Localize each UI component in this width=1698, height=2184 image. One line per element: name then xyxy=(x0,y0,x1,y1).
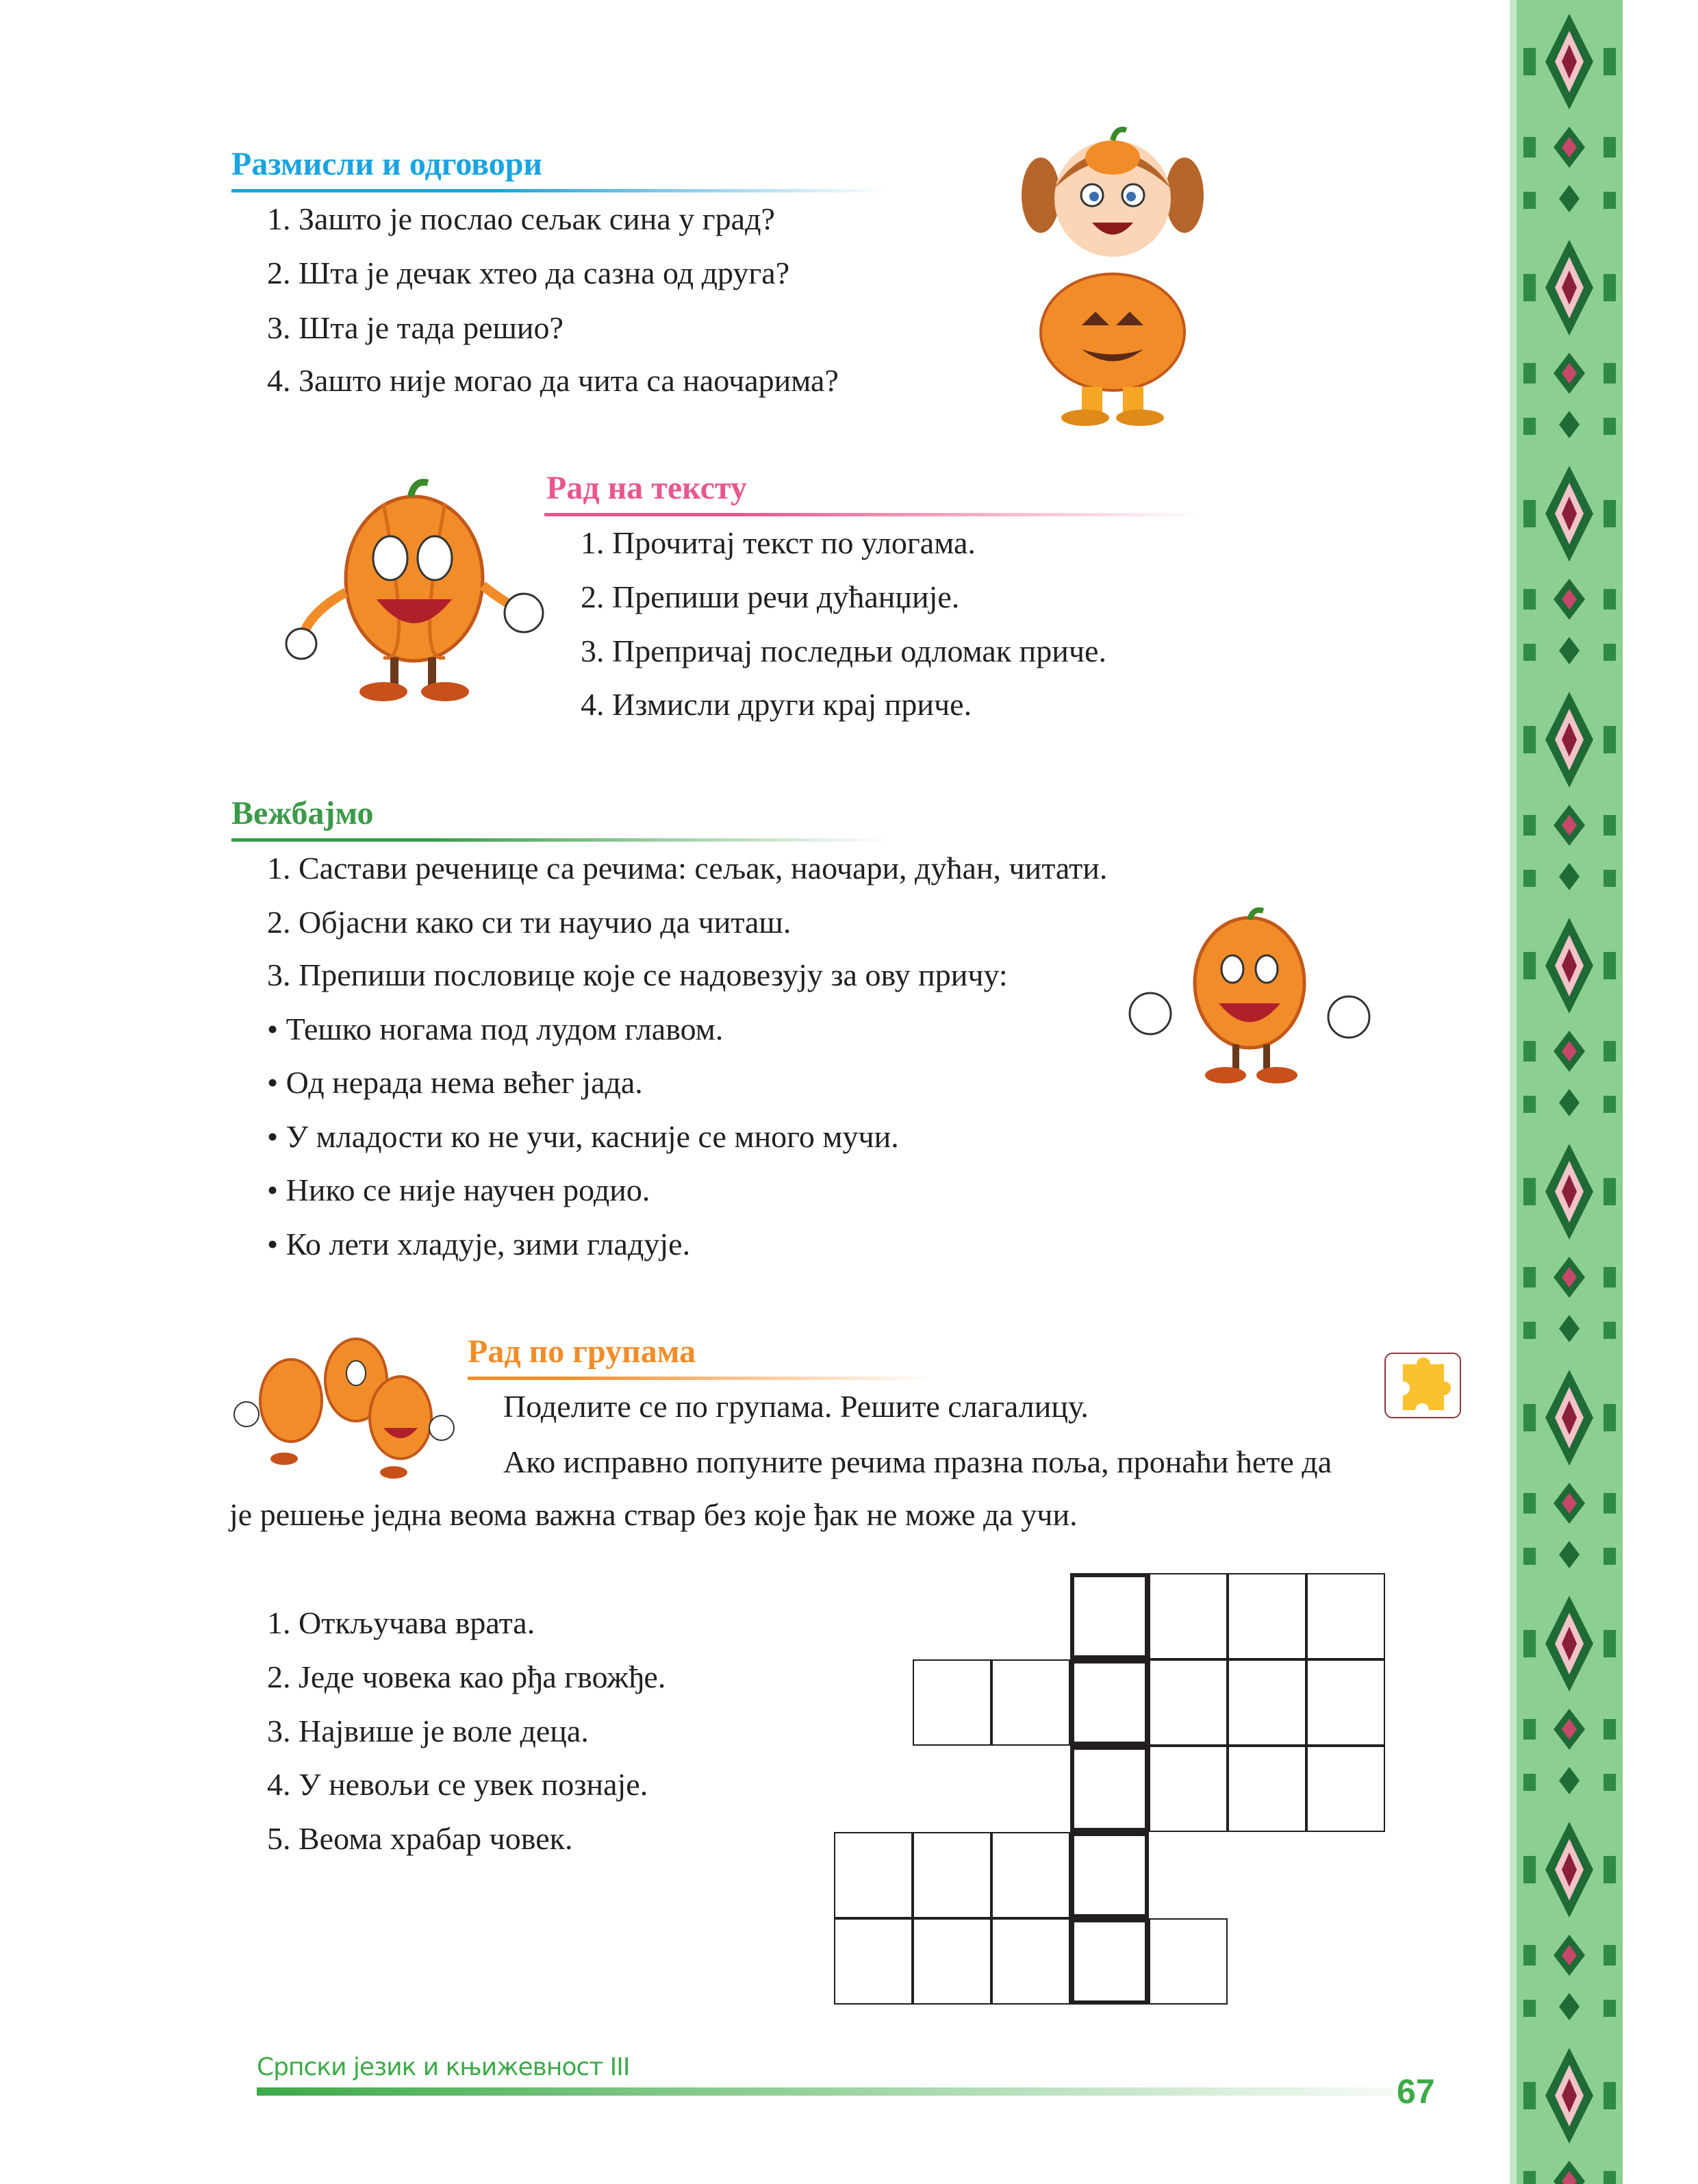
task-item: 1. Прочитај текст по улогама. xyxy=(581,525,976,560)
pumpkin-group-illustration xyxy=(229,1332,469,1483)
crossword-clue: 3. Највише је воле деца. xyxy=(267,1714,589,1748)
title-underline xyxy=(231,838,889,842)
crossword-cell[interactable] xyxy=(1306,1659,1385,1746)
crossword-cell[interactable] xyxy=(913,1918,991,2005)
folk-pattern-icon xyxy=(1517,0,1623,2184)
title-underline xyxy=(468,1377,933,1380)
crossword-cell[interactable] xyxy=(834,1918,913,2005)
group-instruction: Поделите се по групама. Решите слагалицу. xyxy=(503,1389,1089,1424)
crossword-cell[interactable] xyxy=(913,1832,991,1918)
crossword-cell[interactable] xyxy=(913,1659,991,1746)
question-item: 3. Шта је тада решио? xyxy=(267,310,563,345)
crossword-solution-cell[interactable] xyxy=(1070,1832,1149,1918)
footer-rule xyxy=(257,2087,1393,2096)
crossword-cell[interactable] xyxy=(834,1832,913,1918)
title-underline xyxy=(231,189,889,192)
border-edge xyxy=(1510,0,1517,2184)
question-item: 4. Зашто није могао да чита са наочарима? xyxy=(267,363,839,398)
crossword-clue: 2. Једе човека као рђа гвожђе. xyxy=(267,1659,666,1694)
group-instruction: Ако исправно попуните речима празна поља, пронаћи ћете да xyxy=(503,1444,1332,1479)
proverb-item: • Од нерада нема већег јада. xyxy=(267,1065,643,1100)
crossword-clue: 1. Откључава врата. xyxy=(267,1605,535,1640)
question-item: 2. Шта је дечак хтео да сазна од друга? xyxy=(267,255,790,290)
proverb-item: • Тешко ногама под лудом главом. xyxy=(267,1012,724,1046)
task-item: 3. Препричај последњи одломак приче. xyxy=(581,633,1106,668)
proverb-item: • У младости ко не учи, касније се много мучи. xyxy=(267,1119,899,1154)
task-item: 2. Препиши речи дућанџије. xyxy=(581,579,960,614)
crossword-cell[interactable] xyxy=(1149,1573,1228,1659)
group-instruction: је решење једна веома важна ствар без које ђак не може да учи. xyxy=(229,1497,1078,1532)
section-title-think: Размисли и одговори xyxy=(231,146,543,182)
crossword-solution-cell[interactable] xyxy=(1070,1918,1149,2005)
crossword-cell[interactable] xyxy=(1306,1746,1385,1832)
crossword-solution-cell[interactable] xyxy=(1070,1659,1149,1746)
crossword-cell[interactable] xyxy=(1306,1573,1385,1659)
book-title: Српски језик и књижевност III xyxy=(257,2053,630,2081)
crossword-cell[interactable] xyxy=(991,1659,1070,1746)
crossword-cell[interactable] xyxy=(1228,1573,1306,1659)
girl-pumpkin-costume-illustration xyxy=(1013,127,1212,428)
pumpkin-character-illustration xyxy=(1123,907,1376,1092)
crossword-cell[interactable] xyxy=(1149,1746,1228,1832)
page-number: 67 xyxy=(1397,2072,1435,2111)
crossword-clue: 4. У невољи се увек познаје. xyxy=(267,1767,648,1802)
proverb-item: • Ко лети хладује, зими гладује. xyxy=(267,1227,691,1262)
crossword-cell[interactable] xyxy=(1149,1659,1228,1746)
crossword-cell[interactable] xyxy=(991,1832,1070,1918)
exercise-item: 1. Састави реченице са речима: сељак, наочари, дућан, читати. xyxy=(267,851,1108,886)
task-item: 4. Измисли други крај приче. xyxy=(581,687,972,722)
crossword-cell[interactable] xyxy=(991,1918,1070,2005)
crossword-cell[interactable] xyxy=(1228,1746,1306,1832)
crossword-cell[interactable] xyxy=(1228,1659,1306,1746)
section-title-text-work: Рад на тексту xyxy=(546,470,747,506)
exercise-item: 3. Препиши пословице које се надовезују за ову причу: xyxy=(267,957,1008,992)
crossword-solution-cell[interactable] xyxy=(1070,1746,1149,1832)
crossword-clue: 5. Веома храбар човек. xyxy=(267,1821,573,1856)
exercise-item: 2. Објасни како си ти научио да читаш. xyxy=(267,905,791,940)
title-underline xyxy=(544,513,1202,516)
crossword-cell[interactable] xyxy=(1149,1918,1228,2005)
proverb-item: • Нико се није научен родио. xyxy=(267,1172,650,1207)
section-title-practice: Вежбајмо xyxy=(231,795,374,831)
puzzle-icon xyxy=(1384,1353,1461,1418)
decorative-border xyxy=(1517,0,1623,2184)
question-item: 1. Зашто је послао сељак сина у град? xyxy=(267,201,775,236)
section-title-group: Рад по групама xyxy=(468,1333,696,1370)
pumpkin-character-illustration xyxy=(281,476,555,716)
crossword-solution-cell[interactable] xyxy=(1070,1573,1149,1659)
